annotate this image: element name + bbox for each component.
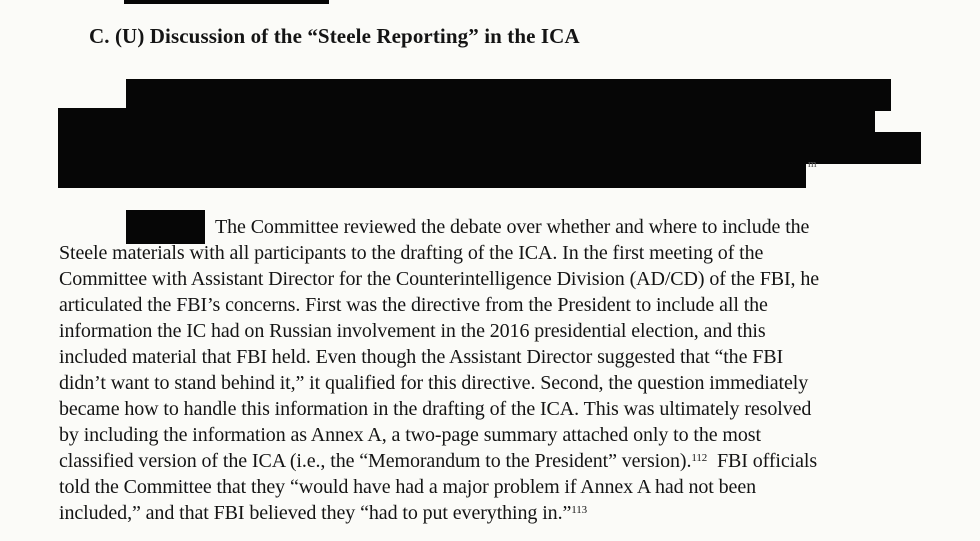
paragraph-line-10 — [59, 448, 817, 474]
paragraph-line-2: Steele materials with all participants to the drafting of the ICA. In the first meeting of the — [59, 242, 764, 264]
redaction-mark: m — [808, 158, 818, 170]
paragraph-line-4: articulated the FBI’s concerns. First was the directive from the President to include all the — [59, 294, 768, 316]
paragraph-line-10-text: classified version of the ICA (i.e., the “Memorandum to the President” version). — [59, 450, 692, 472]
paragraph-line-12 — [59, 500, 587, 526]
paragraph-line-11: told the Committee that they “would have had a major problem if Annex A had not been — [59, 476, 756, 498]
footnote-113: 113 — [571, 504, 588, 516]
paragraph-line-9: by including the information as Annex A, a two-page summary attached only to the most — [59, 424, 761, 446]
footnote-112: 112 — [691, 452, 708, 464]
paragraph-line-8: became how to handle this information in the drafting of the ICA. This was ultimately resolved — [59, 398, 812, 420]
paragraph-line-7: didn’t want to stand behind it,” it qualified for this directive. Second, the question immediately — [59, 372, 809, 394]
paragraph-line-1: The Committee reviewed the debate over whether and where to include the — [215, 216, 810, 238]
paragraph-line-12-text: included,” and that FBI believed they “had to put everything in.” — [59, 502, 572, 524]
section-heading: C. (U) Discussion of the “Steele Reporting” in the ICA — [89, 24, 580, 48]
redaction-block-1 — [126, 79, 891, 111]
paragraph-line-10-tail: FBI officials — [717, 450, 818, 472]
redaction-paragraph-marking — [126, 210, 205, 244]
redaction-block-4 — [58, 160, 806, 188]
paragraph-line-6: included material that FBI held. Even though the Assistant Director suggested that “the FBI — [59, 346, 784, 368]
paragraph-line-5: information the IC had on Russian involvement in the 2016 presidential election, and this — [59, 320, 766, 342]
redaction-top — [124, 0, 329, 4]
paragraph-line-3: Committee with Assistant Director for the Counterintelligence Division (AD/CD) of the FBI, he — [59, 268, 820, 290]
